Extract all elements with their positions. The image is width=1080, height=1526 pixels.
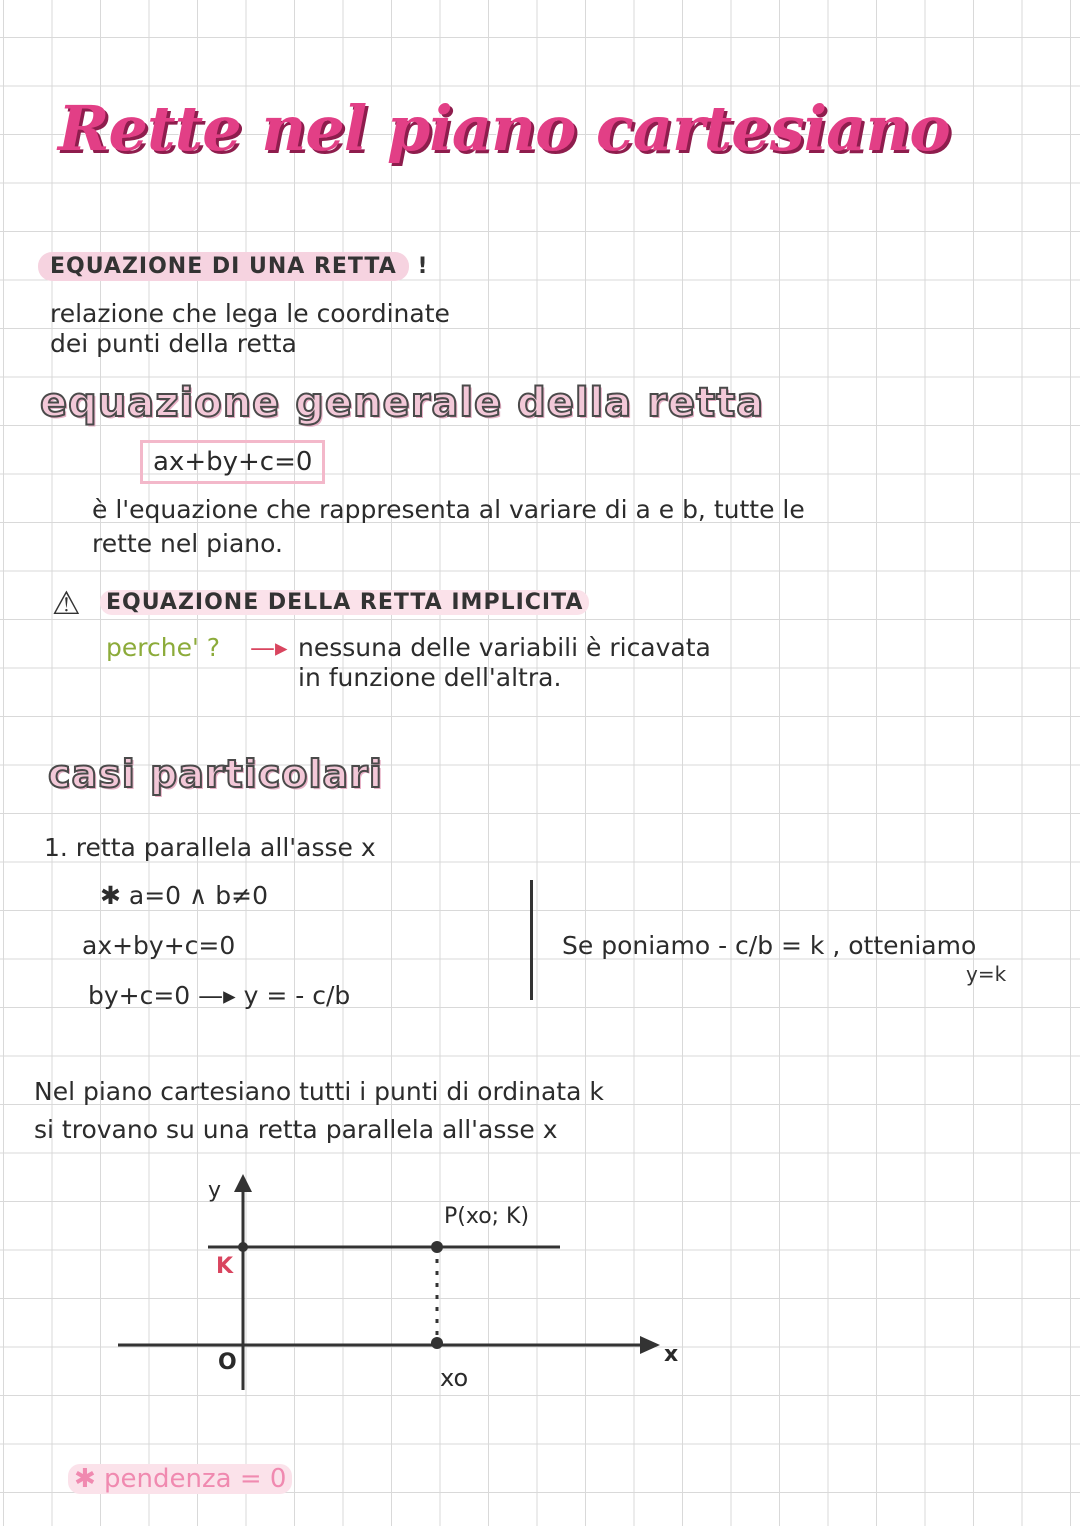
page-title: Rette nel piano cartesiano [58,92,950,165]
summary-line-1: Nel piano cartesiano tutti i punti di ordinata k [34,1077,604,1106]
definition-marker: ! [417,254,429,279]
k-intercept-point [238,1242,248,1252]
y-axis-label: y [208,1178,222,1203]
why-label: perche' ? [106,633,221,662]
slope-note-block [68,1464,292,1494]
definition-line-1: relazione che lega le coordinate [50,299,450,328]
point-p [431,1241,443,1253]
side-result: y=k [966,962,1007,986]
implicit-explain-line-2: in funzione dell'altra. [298,663,562,692]
point-p-label: P(xo; K) [444,1204,530,1229]
x0-label: xo [440,1364,469,1392]
case1-step1: ax+by+c=0 [82,931,236,960]
slope-note: ✱ pendenza = 0 [68,1464,292,1494]
definition-line-2: dei punti della retta [50,329,297,358]
implicit-explain-line-1: nessuna delle variabili è ricavata [298,633,711,662]
arrow-icon: —▸ [250,633,288,662]
warning-icon: ⚠ [52,584,81,622]
x-axis-label: x [664,1342,679,1367]
general-desc-line-1: è l'equazione che rappresenta al variare di a e b, tutte le [92,495,805,524]
y-axis-arrow-icon [234,1174,252,1192]
case1-condition: ✱ a=0 ∧ b≠0 [100,881,268,910]
x-axis-arrow-icon [640,1336,660,1354]
special-cases-heading: casi particolari [48,752,383,796]
general-desc-line-2: rette nel piano. [92,529,283,558]
case1-title: 1. retta parallela all'asse x [44,833,376,862]
definition-label: EQUAZIONE DI UNA RETTA [38,252,409,281]
general-equation-heading: equazione generale della retta [40,380,765,426]
summary-line-2: si trovano su una retta parallela all'asse x [34,1115,558,1144]
case1-step2: by+c=0 —▸ y = - c/b [88,981,351,1010]
general-formula-box: ax+by+c=0 [140,440,325,484]
k-label: K [216,1254,234,1279]
origin-label: O [218,1350,237,1375]
implicit-label: EQUAZIONE DELLA RETTA IMPLICITA [100,590,589,615]
side-note: Se poniamo - c/b = k , otteniamo [562,931,977,960]
x0-point [431,1337,443,1349]
